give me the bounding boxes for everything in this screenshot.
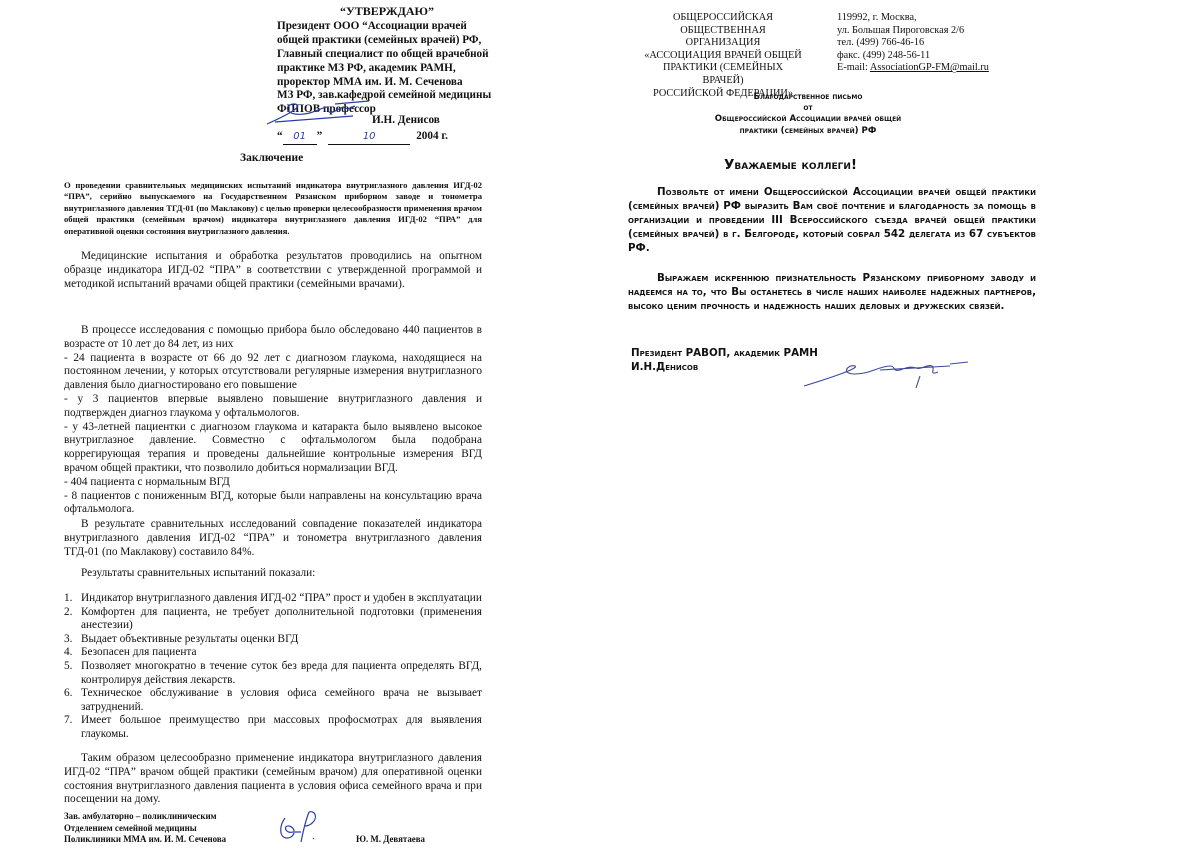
- approval-heading: “УТВЕРЖДАЮ”: [339, 4, 435, 18]
- footer-line: Поликлиники ММА им. И. М. Сеченова: [64, 834, 227, 845]
- organization-name: [643, 12, 803, 100]
- paragraph-study: [64, 324, 482, 517]
- approval-line: Президент ООО “Ассоциации врачей: [277, 19, 467, 32]
- study-item: - 404 пациента с нормальным ВГД: [64, 475, 230, 488]
- approval-line: практике МЗ РФ, академик РАМН,: [277, 61, 456, 74]
- signer-name: И.Н.Денисов: [631, 361, 699, 373]
- study-item: - 8 пациентов с пониженным ВГД, которые были направлены на консультацию врача офтальмолога.: [64, 489, 482, 516]
- results-list: [64, 592, 482, 742]
- result-item: [64, 660, 482, 687]
- letter-paragraph: Позвольте от имени Общероссийской Ассоциации врачей общей практики (семейных врачей) РФ выразить Вам своё почтение и благодарность за помощь в организации и проведении III Всероссийского съезда врачей общей практики (семейных врачей) в г. Белгороде, который собрал 542 делегата из 67 субъектов РФ.: [628, 186, 1036, 255]
- address-line: ул. Большая Пироговская 2/6: [837, 24, 965, 36]
- result-item: [64, 646, 482, 660]
- result-text: Техническое обслуживание в условия офиса семейного врача не вызывает затруднений.: [81, 687, 482, 713]
- result-text: Имеет большое преимущество при массовых профосмотрах для выявления глаукомы.: [81, 714, 482, 740]
- result-number: 7.: [64, 714, 73, 727]
- address-line: 119992, г. Москва,: [837, 12, 917, 23]
- result-item: [64, 592, 482, 606]
- footer-signer: Ю. М. Девятаева: [356, 834, 425, 844]
- approval-line: ФППОВ профессор: [277, 103, 376, 116]
- heading-line: Общероссийской Ассоциации врачей общей: [714, 114, 902, 125]
- approval-line: МЗ РФ, зав.кафедрой семейной медицины: [277, 89, 492, 102]
- approval-date: “ 01 ” 10 2004 г.: [277, 130, 497, 145]
- result-text: Комфортен для пациента, не требует дополнительной подготовки (применения анестезии): [81, 605, 482, 632]
- footer-line: Отделением семейной медицины: [64, 822, 197, 833]
- result-item: [64, 687, 482, 714]
- email-link[interactable]: AssociationGP-FM@mail.ru: [869, 62, 989, 74]
- organization-address: [837, 12, 989, 75]
- signature-denisov-icon: [265, 98, 370, 128]
- result-number: 5.: [64, 659, 73, 672]
- thank-you-letter: [600, 0, 1200, 848]
- email-label: E-mail:: [837, 62, 870, 74]
- result-item: [64, 633, 482, 647]
- study-item: - у 43-летней пациентки с диагнозом глаукома и катаракта было выявлено высокое внутриглазное давление. Совместно с офтальмологом была подобрана коррегирующая терапия и проведены дальнейшие контрольные измерения ВГД врачом общей практики, что позволило добиться нормализации ВГД.: [64, 420, 482, 474]
- result-item: [64, 606, 482, 633]
- results-heading: Результаты сравнительных испытаний показали:: [81, 567, 316, 579]
- greeting: Уважаемые коллеги!: [724, 157, 858, 173]
- result-text: Безопасен для пациента: [81, 646, 197, 659]
- footer-position: [64, 811, 226, 846]
- letter-heading: [678, 92, 938, 137]
- result-text: Позволяет многократно в течение суток без вреда для пациента определять ВГД, контролируя действия лекарств.: [81, 659, 482, 686]
- paragraph-conclusion: Таким образом целесообразно применение индикатора внутриглазного давления ИГД-02 “ПРА” врачом общей практики (семейным врачом) для оперативной оценки состояния внутриглазного давления пациента в условия офиса семейного врача и при посещении на дому.: [64, 752, 482, 806]
- signer-title: Президент РАВОП, академик РАМН: [631, 347, 818, 359]
- letter-signature-block: [631, 346, 818, 374]
- result-number: 4.: [64, 646, 73, 659]
- approval-line: Главный специалист по общей врачебной: [277, 47, 489, 60]
- letter-paragraph: Выражаем искреннюю признательность Рязанскому приборному заводу и надеемся на то, что Вы останетесь в числе наших наиболее надежных партнеров, высоко ценим прочность и надежность наших деловых и дружеских связей.: [628, 272, 1036, 313]
- org-line: ОБЩЕРОССИЙСКАЯ: [672, 12, 774, 23]
- paragraph-methods: Медицинские испытания и обработка результатов проводились на опытном образце индикатора ИГД-02 “ПРА” в соответствии с утвержденной программой и методикой испытаний врачами общей практики (семейными врачами).: [64, 250, 482, 290]
- document-subject: О проведении сравнительных медицинских испытаний индикатора внутриглазного давления ИГД-02 “ПРА”, серийно выпускаемого на Государственном Рязанском приборном заводе и тонометра внутриглазного давления ТГД-01 (по Маклакову) с целью проверки целесообразности применения врачом общей практики (семейным врачом) индикатора внутриглазного давления ИГД-02 “ПРА” для оперативной оценки состояния внутриглазного давления.: [64, 180, 482, 236]
- study-item: - 24 пациента в возрасте от 66 до 92 лет с диагнозом глаукома, находящиеся на постоянном лечении, у которых отсутствовали регулярные измерения внутриглазного давления было диагностировано его повышение: [64, 351, 482, 392]
- date-day: 01: [283, 130, 317, 145]
- heading-line: от: [803, 103, 813, 114]
- result-number: 6.: [64, 687, 73, 700]
- result-number: 3.: [64, 632, 73, 645]
- approval-line: общей практики (семейных врачей) РФ,: [277, 33, 482, 46]
- result-number: 1.: [64, 592, 73, 604]
- date-year: 2004 г.: [416, 130, 448, 142]
- signature-devyataeva-icon: [275, 808, 325, 846]
- org-line: ПРАКТИКИ (СЕМЕЙНЫХ ВРАЧЕЙ): [662, 62, 784, 86]
- heading-line: Благодарственное письмо: [753, 92, 863, 102]
- result-number: 2.: [64, 605, 73, 618]
- heading-line: практики (семейных врачей) РФ: [739, 125, 877, 136]
- org-line: «АССОЦИАЦИЯ ВРАЧЕЙ ОБЩЕЙ: [644, 49, 802, 61]
- document-title: Заключение: [240, 152, 304, 164]
- study-intro: В процессе исследования с помощью прибора было обследовано 440 пациентов в возрасте от 10 лет до 84 лет, из них: [64, 324, 482, 350]
- date-month: 10: [328, 130, 410, 145]
- footer-line: Зав. амбулаторно – поликлиническим: [64, 811, 217, 821]
- org-line: РОССИЙСКОЙ ФЕДЕРАЦИИ»: [653, 87, 793, 99]
- result-text: Выдает объективные результаты оценки ВГД: [81, 632, 299, 645]
- approval-signer: И.Н. Денисов: [372, 114, 440, 126]
- paragraph-match-rate: В результате сравнительных исследований совпадение показателей индикатора внутриглазного давления ИГД-02 “ПРА” и тонометра внутриглазного давления ТГД-01 (по Маклакову) составило 84%.: [64, 518, 482, 558]
- fax-line: факс. (499) 248-56-11: [837, 49, 931, 61]
- phone-line: тел. (499) 766-46-16: [837, 37, 925, 49]
- signature-denisov-icon: [800, 352, 980, 392]
- study-item: - у 3 пациентов впервые выявлено повышение внутриглазного давления и подтвержден диагноз глаукома у офтальмологов.: [64, 392, 482, 419]
- result-item: [64, 714, 482, 741]
- result-text: Индикатор внутриглазного давления ИГД-02 “ПРА” прост и удобен в эксплуатации: [81, 592, 482, 604]
- org-line: ОБЩЕСТВЕННАЯ ОРГАНИЗАЦИЯ: [680, 24, 766, 49]
- approval-line: проректор ММА им. И. М. Сеченова: [277, 75, 463, 88]
- email-line: [837, 62, 989, 75]
